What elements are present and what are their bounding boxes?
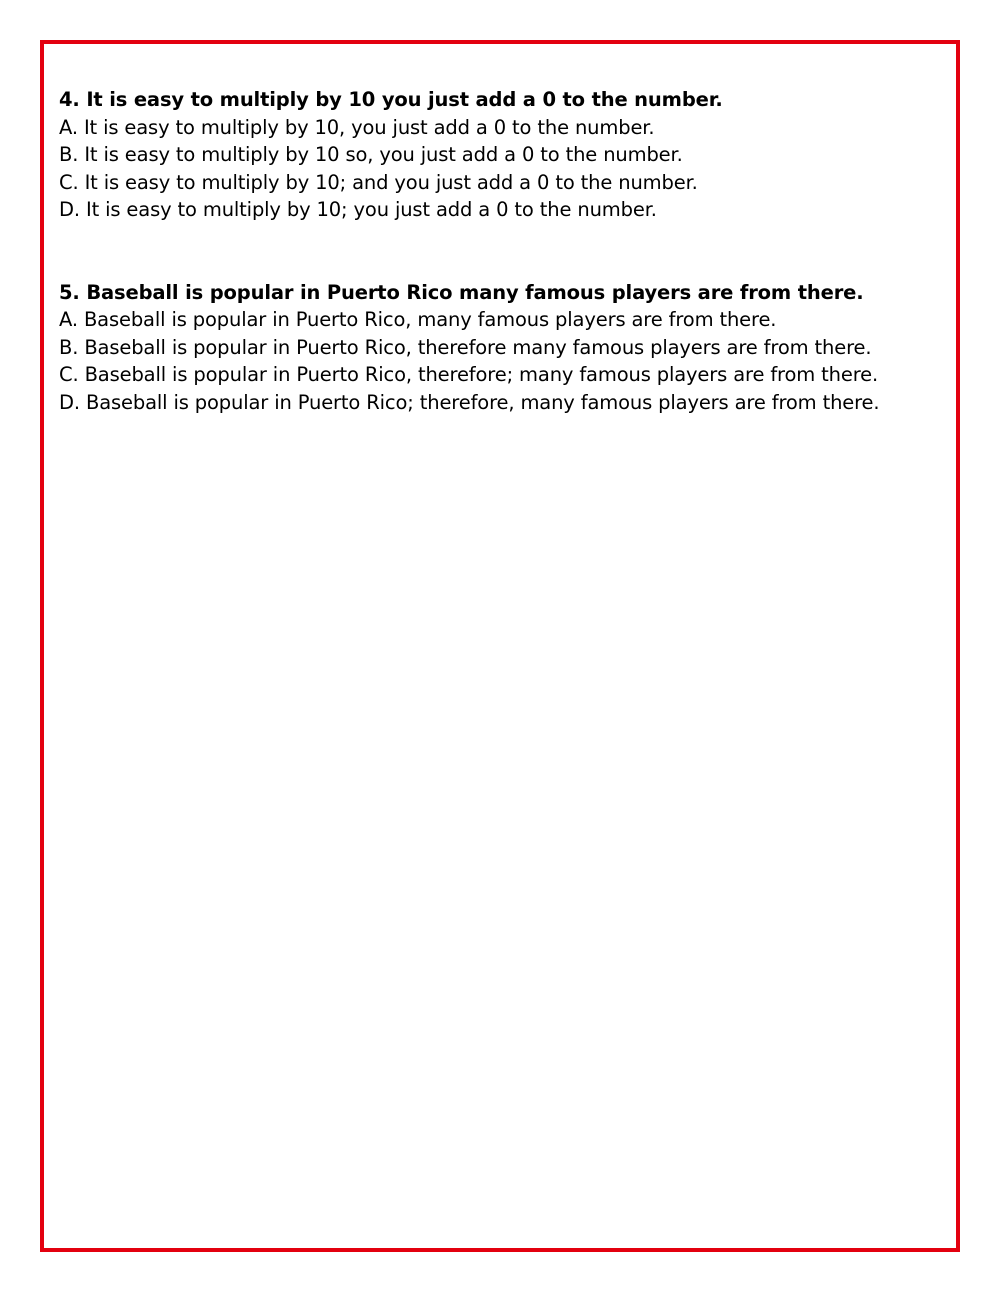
answer-option-b[interactable]: B. Baseball is popular in Puerto Rico, therefore many famous players are from there. xyxy=(59,335,872,359)
question-list xyxy=(59,86,959,416)
answer-option-c[interactable]: C. It is easy to multiply by 10; and you just add a 0 to the number. xyxy=(59,170,698,194)
answer-option-d[interactable]: D. It is easy to multiply by 10; you just add a 0 to the number. xyxy=(59,198,657,221)
answer-option-c[interactable]: C. Baseball is popular in Puerto Rico, therefore; many famous players are from there. xyxy=(59,363,879,386)
question-5 xyxy=(59,279,959,417)
question-stem: 4. It is easy to multiply by 10 you just add a 0 to the number. xyxy=(59,88,723,111)
answer-option-d[interactable]: D. Baseball is popular in Puerto Rico; therefore, many famous players are from there. xyxy=(59,390,880,414)
answer-option-a[interactable]: A. It is easy to multiply by 10, you just add a 0 to the number. xyxy=(59,115,655,139)
answer-option-a[interactable]: A. Baseball is popular in Puerto Rico, many famous players are from there. xyxy=(59,308,777,331)
answer-options xyxy=(59,306,959,416)
answer-options xyxy=(59,114,959,224)
answer-option-b[interactable]: B. It is easy to multiply by 10 so, you just add a 0 to the number. xyxy=(59,143,683,166)
question-4 xyxy=(59,86,959,224)
question-stem: 5. Baseball is popular in Puerto Rico many famous players are from there. xyxy=(59,280,864,304)
